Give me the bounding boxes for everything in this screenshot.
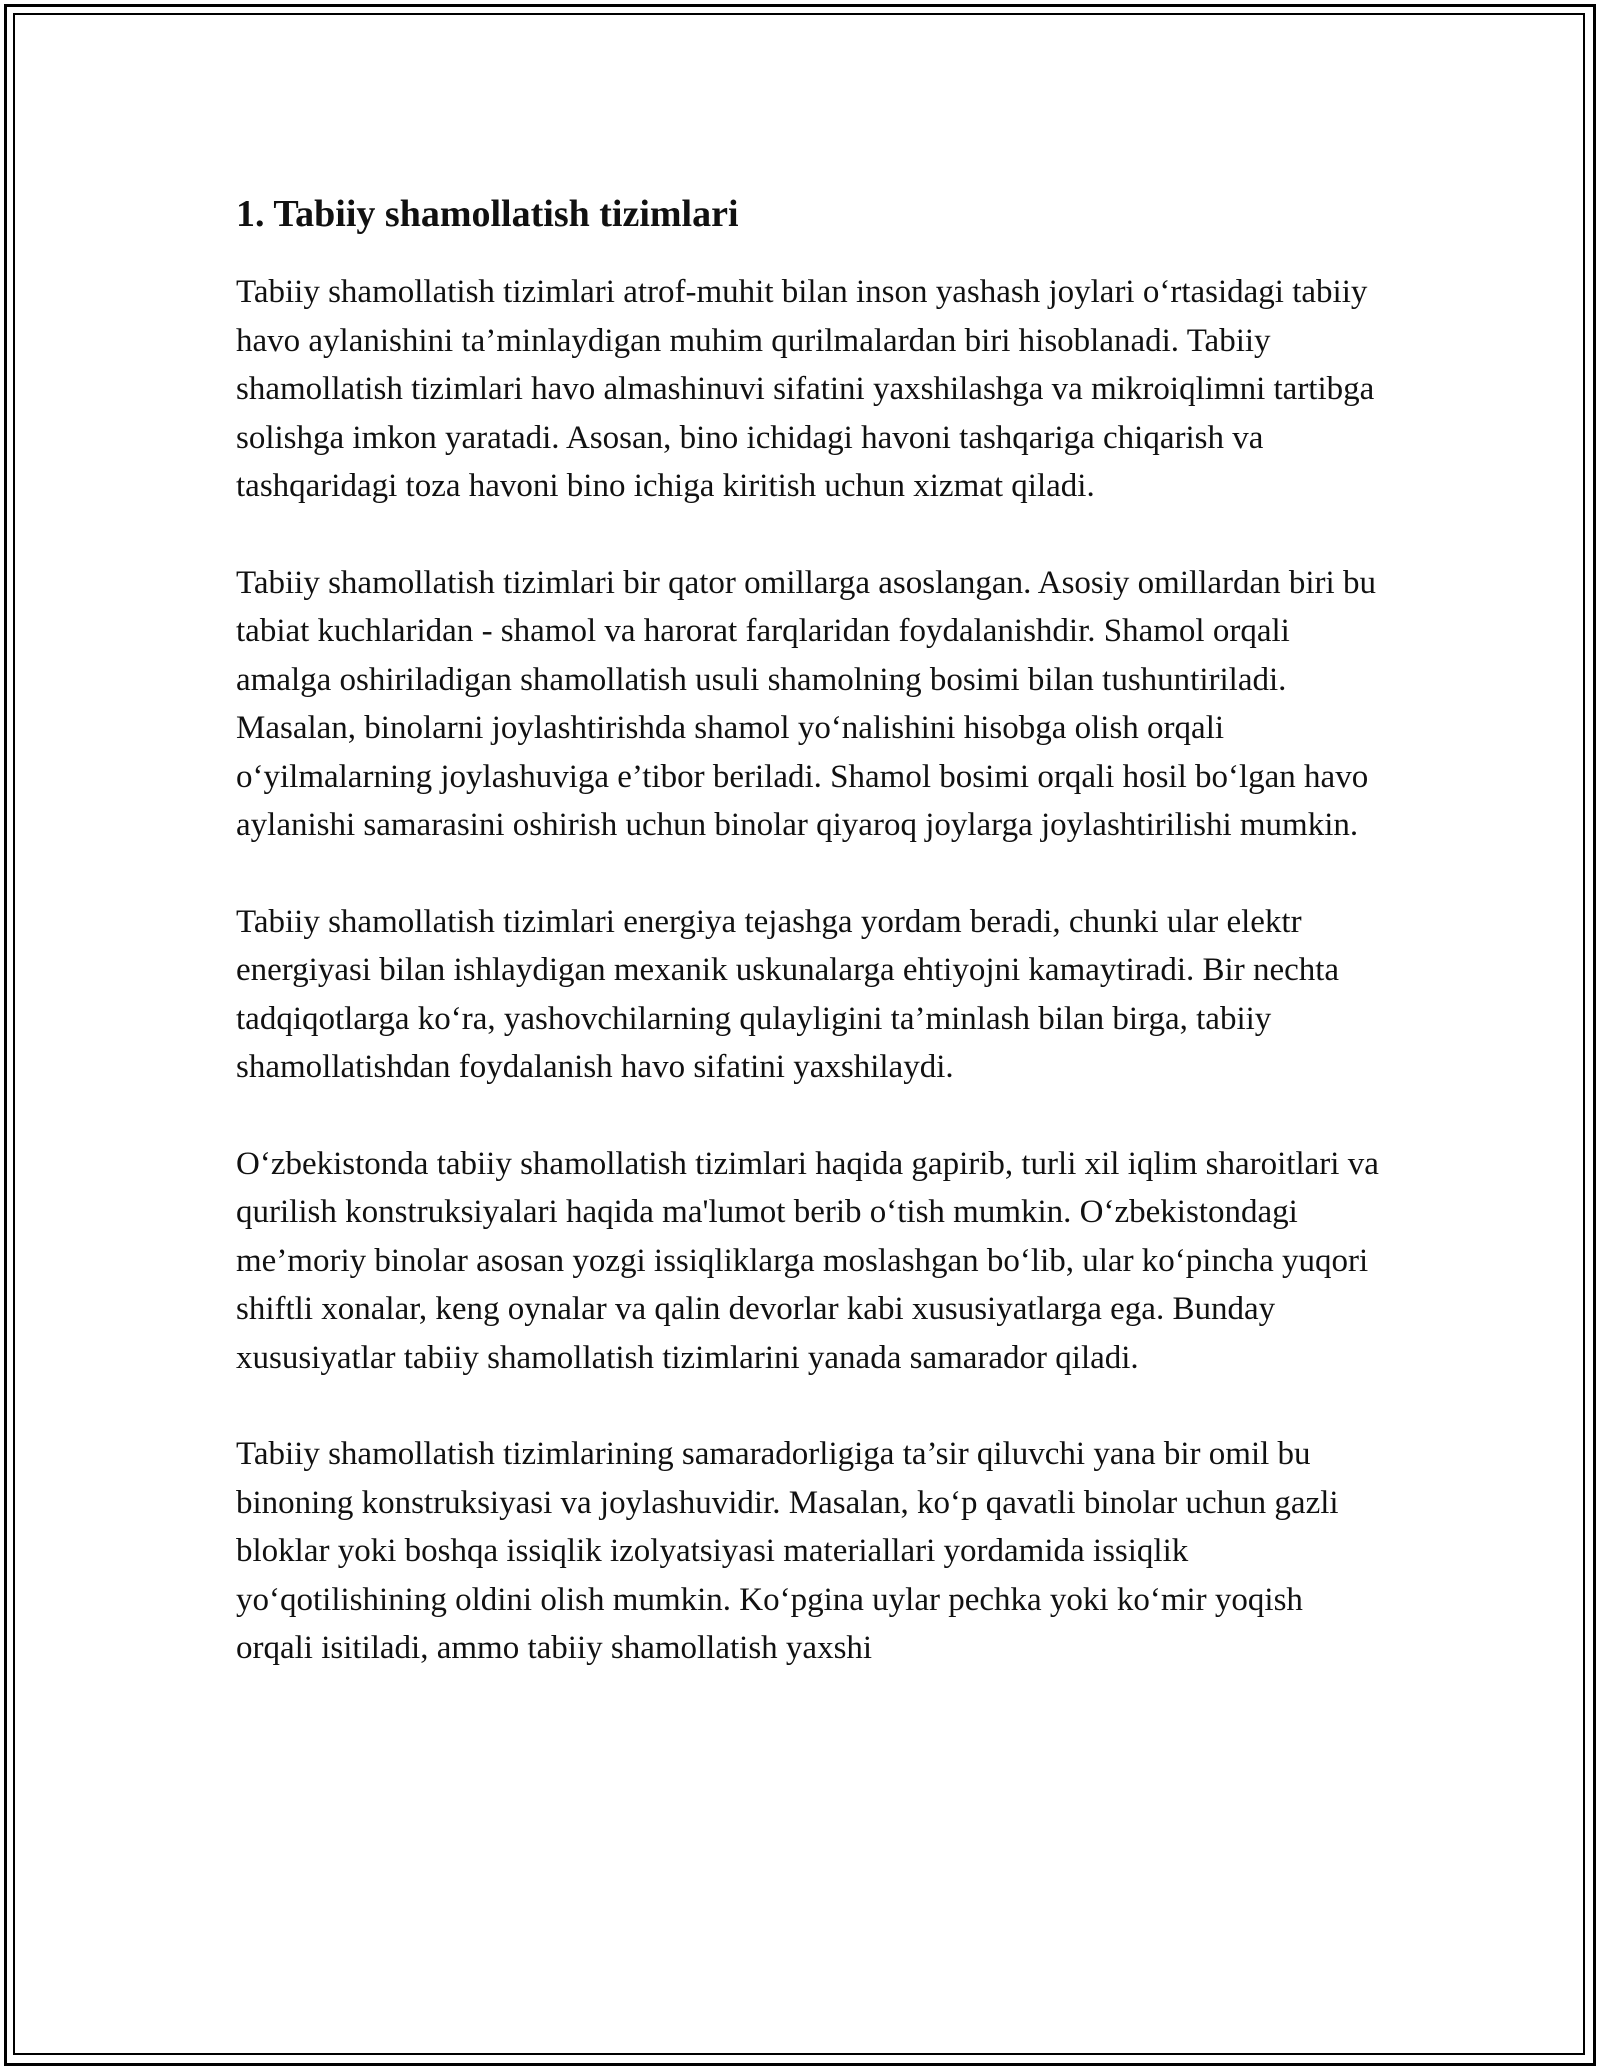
paragraph-1: Tabiiy shamollatish tizimlari atrof-muhit bilan inson yashash joylari o‘rtasidagi tabiiy havo aylanishini ta’minlaydigan muhim qurilmalardan biri hisoblanadi. Tabiiy shamollatish tizimlari havo almashinuvi sifatini yaxshilashga va mikroiqlimni tartibga solishga imkon yaratadi. Asosan, bino ichidagi havoni tashqariga chiqarish va tashqaridagi toza havoni bino ichiga kiritish uchun xizmat qiladi.	[236, 274, 1375, 504]
paragraph-3: Tabiiy shamollatish tizimlari energiya tejashga yordam beradi, chunki ular elektr energiyasi bilan ishlaydigan mexanik uskunalarga ehtiyojni kamaytiradi. Bir nechta tadqiqotlarga ko‘ra, yashovchilarning qulayligini ta’minlash bilan birga, tabiiy shamollatishdan foydalanish havo sifatini yaxshilaydi.	[236, 903, 1340, 1085]
section-heading: 1. Tabiiy shamollatish tizimlari	[236, 193, 739, 235]
document-body	[236, 188, 1386, 1673]
paragraph-5: Tabiiy shamollatish tizimlarining samaradorligiga ta’sir qiluvchi yana bir omil bu binoning konstruksiyasi va joylashuvidir. Masalan, ko‘p qavatli binolar uchun gazli bloklar yoki boshqa issiqlik izolyatsiyasi materiallari yordamida issiqlik yo‘qotilishining oldini olish mumkin. Ko‘pgina uylar pechka yoki ko‘mir yoqish orqali isitiladi, ammo tabiiy shamollatish yaxshi	[236, 1436, 1339, 1666]
paragraph-4: O‘zbekistonda tabiiy shamollatish tizimlari haqida gapirib, turli xil iqlim sharoitlari va qurilish konstruksiyalari haqida ma'lumot berib o‘tish mumkin. O‘zbekistondagi me’moriy binolar asosan yozgi issiqliklarga moslashgan bo‘lib, ular ko‘pincha yuqori shiftli xonalar, keng oynalar va qalin devorlar kabi xususiyatlarga ega. Bunday xususiyatlar tabiiy shamollatish tizimlarini yanada samarador qiladi.	[236, 1145, 1379, 1376]
paragraph-2: Tabiiy shamollatish tizimlari bir qator omillarga asoslangan. Asosiy omillardan biri bu tabiat kuchlaridan - shamol va harorat farqlaridan foydalanishdir. Shamol orqali amalga oshiriladigan shamollatish usuli shamolning bosimi bilan tushuntiriladi. Masalan, binolarni joylashtirishda shamol yo‘nalishini hisobga olish orqali o‘yilmalarning joylashuviga e’tibor beriladi. Shamol bosimi orqali hosil bo‘lgan havo aylanishi samarasini oshirish uchun binolar qiyaroq joylarga joylashtirilishi mumkin.	[236, 564, 1376, 843]
